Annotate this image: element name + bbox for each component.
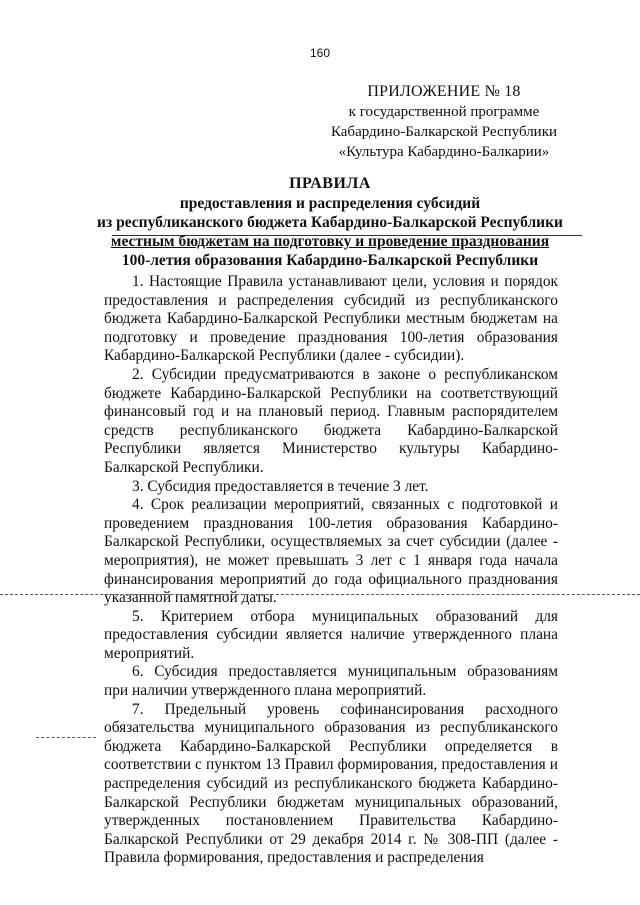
paragraph-5: 5. Критерием отбора муниципальных образований для предоставления субсидии является наличие утвержденного плана мероприятий. [104, 607, 558, 662]
heading-underline-rule [112, 235, 582, 236]
rules-subtitle-line-1: предоставления и распределения субсидий [179, 195, 481, 212]
paragraph-3: 3. Субсидия предоставляется в течение 3 лет. [132, 477, 429, 495]
appendix-reference-line: к государственной программе [348, 104, 540, 120]
rules-title: ПРАВИЛА [289, 175, 371, 192]
rules-subtitle-line-4: 100-летия образования Кабардино-Балкарской Республики [121, 252, 539, 269]
appendix-number: ПРИЛОЖЕНИЕ № 18 [367, 83, 521, 100]
paragraph-7: 7. Предельный уровень софинансирования расходного обязательства муниципального образования из республиканского бюджета Кабардино-Балкарской Республики определяется в соответствии с пунктом 13 Правил формирования, предоставления и распределения субсидий из республиканского бюджета Кабардино-Балкарской Республики бюджетам муниципальных образований, утвержденных постановлением Правительства Кабардино-Балкарской Республики от 29 декабря 2014 г. № 308-ПП (далее - Правила формирования, предоставления и распределения [104, 700, 558, 867]
paragraph-2: 2. Субсидии предусматриваются в законе о республиканском бюджете Кабардино-Балкарской Республики на соответствующий финансовый год и на плановый период. Главным распорядителем средств республиканского бюджета Кабардино-Балкарской Республики является Министерство культуры Кабардино-Балкарской Республики. [104, 365, 558, 476]
paragraph-1: 1. Настоящие Правила устанавливают цели, условия и порядок предоставления и распределения субсидий из республиканского бюджета Кабардино-Балкарской Республики местным бюджетам на подготовку и проведение празднования 100-летия образования Кабардино-Балкарской Республики (далее - субсидии). [104, 273, 558, 365]
appendix-block [320, 82, 568, 162]
appendix-republic-line: Кабардино-Балкарской Республики [330, 124, 558, 140]
rules-subtitle-line-2: из республиканского бюджета Кабардино-Балкарской Республики [97, 214, 563, 231]
document-body [104, 273, 558, 868]
scan-artifact-line-2 [36, 737, 96, 738]
paragraph-6: 6. Субсидия предоставляется муниципальным образованиям при наличии утвержденного плана мероприятий. [104, 663, 558, 700]
rules-heading [0, 174, 640, 270]
rules-subtitle-line-3: местным бюджетам на подготовку и проведение празднования [110, 233, 550, 250]
page-number: 160 [309, 46, 331, 60]
appendix-program-name: «Культура Кабардино-Балкарии» [338, 144, 550, 160]
paragraph-4: 4. Срок реализации мероприятий, связанных с подготовкой и проведением празднования 100-летия образования Кабардино-Балкарской Республики, осуществляемых за счет субсидии (далее - мероприятия), не может превышать 3 лет с 1 января года начала финансирования мероприятий до года официального празднования указанной памятной даты. [104, 496, 558, 607]
scan-artifact-line-1 [0, 594, 640, 595]
